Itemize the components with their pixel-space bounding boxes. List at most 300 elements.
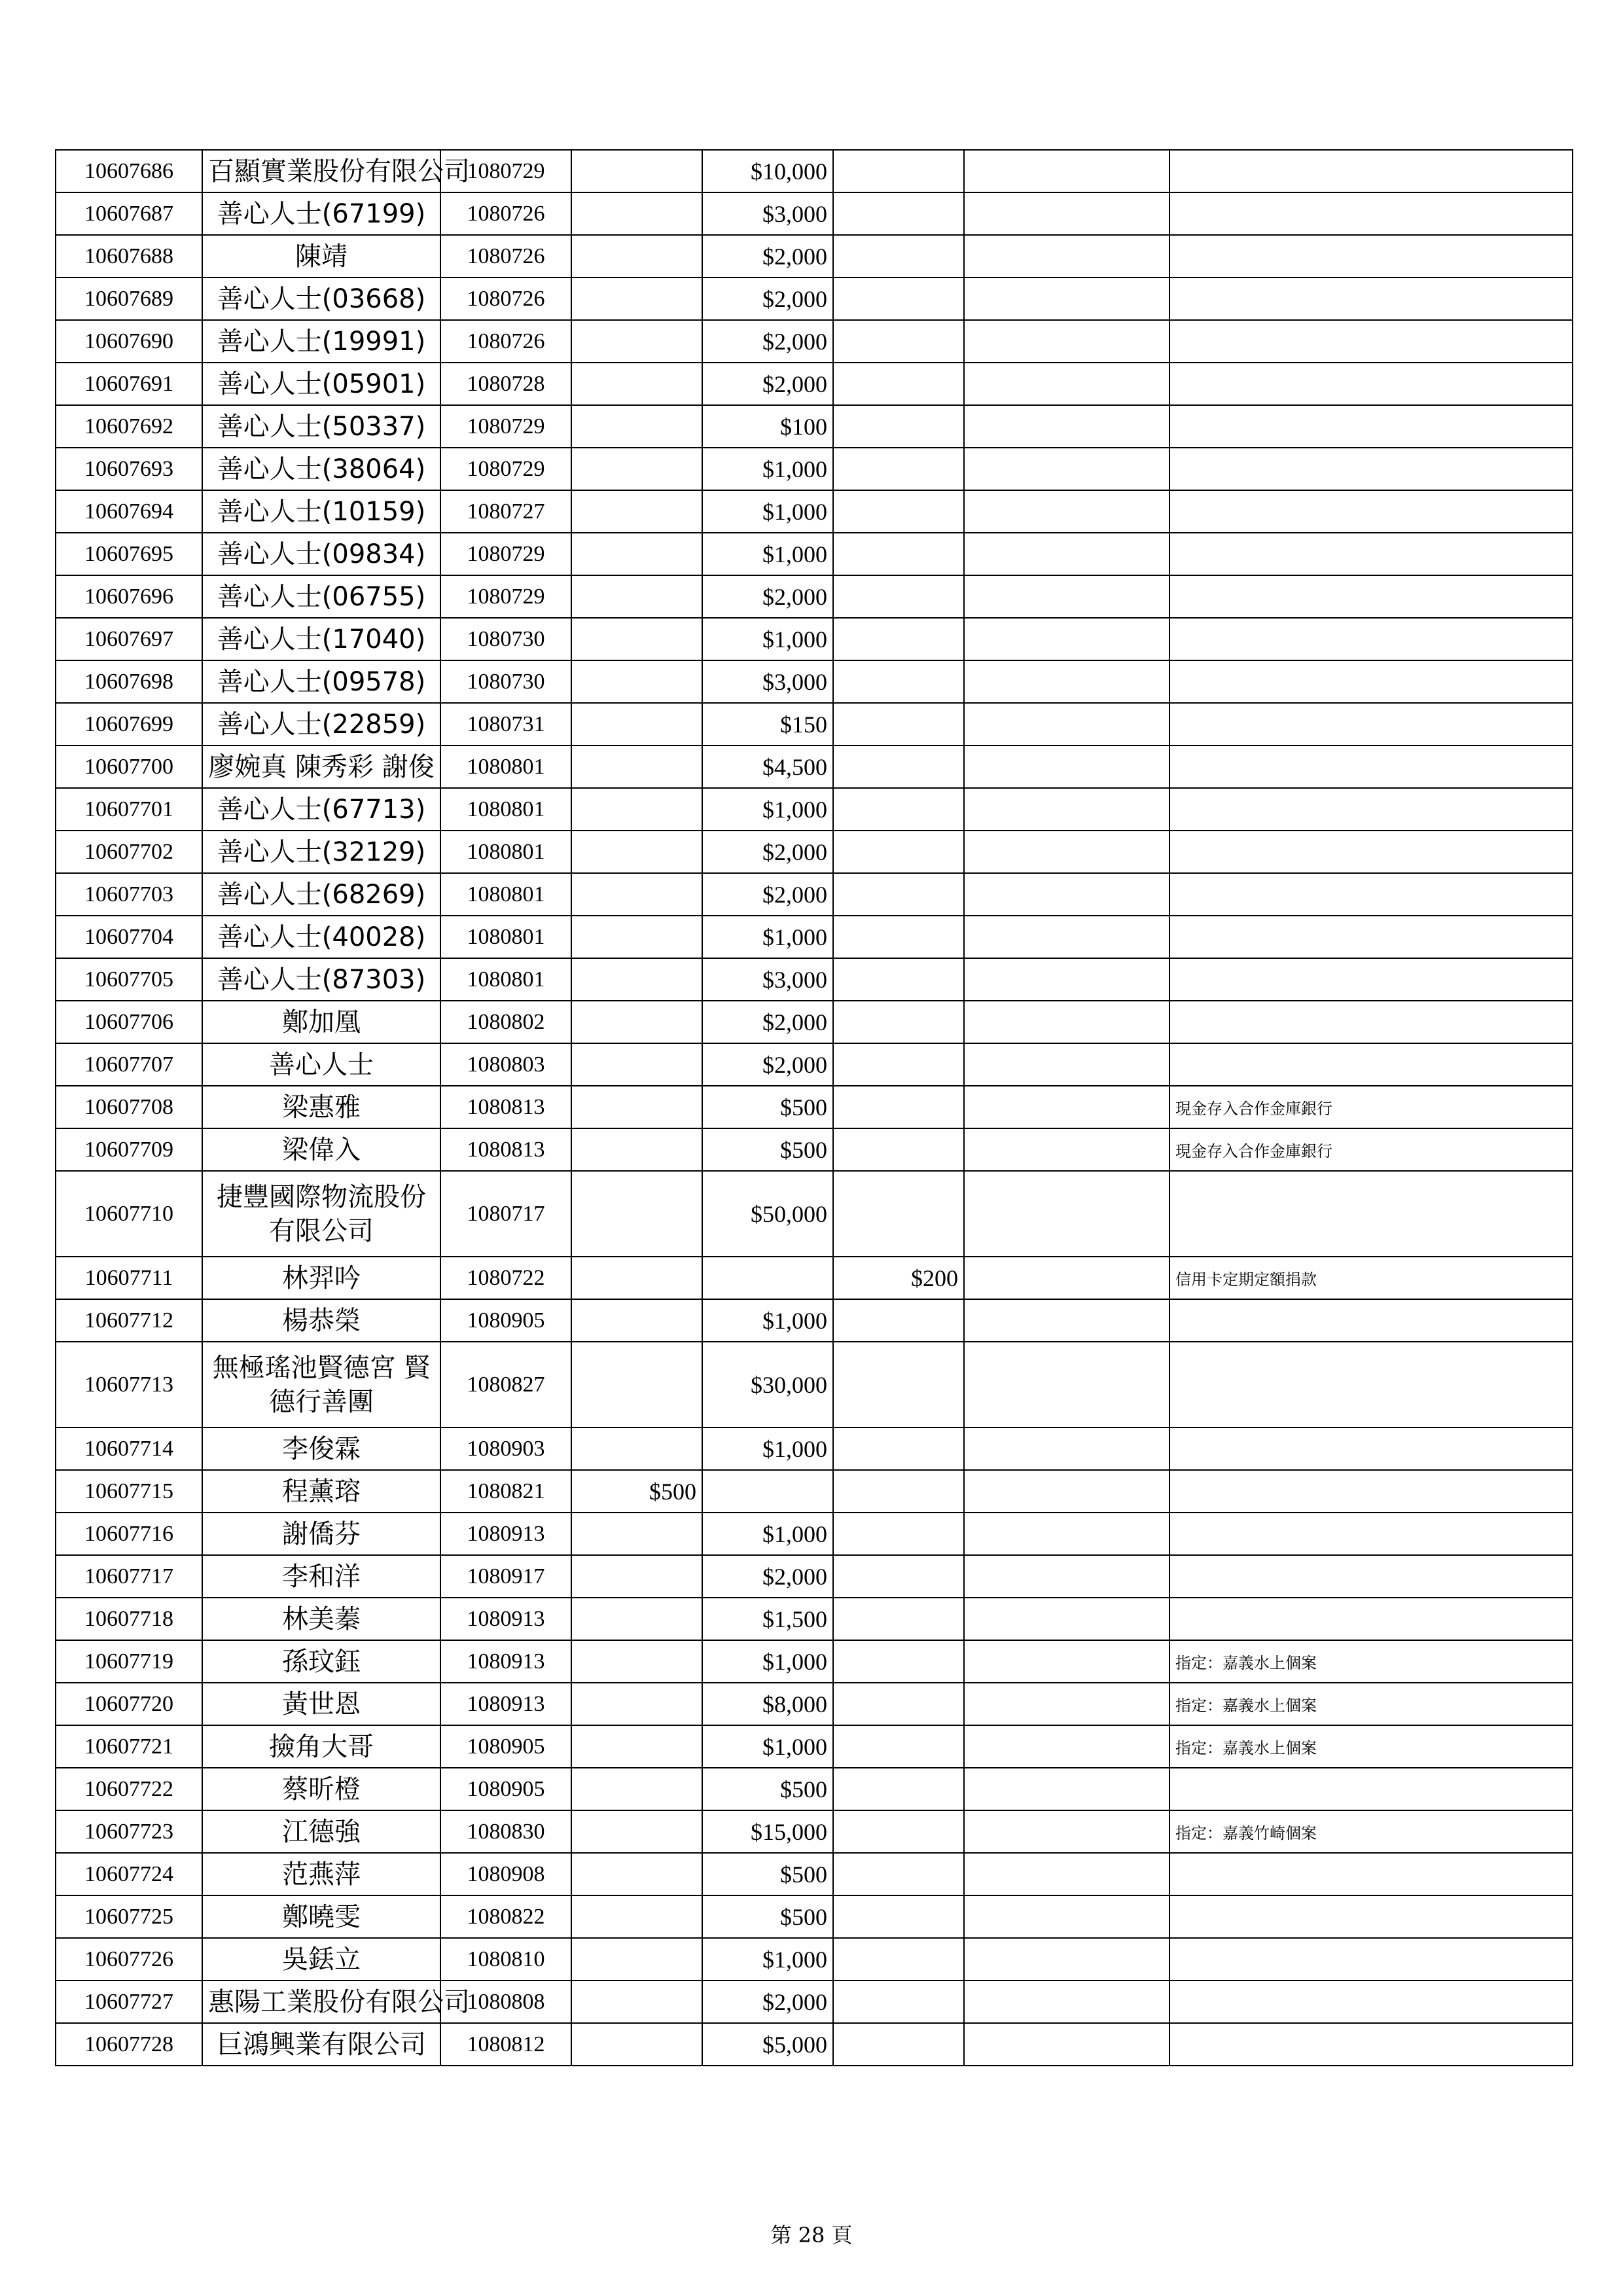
table-row [56,958,1573,1001]
amount-col4-cell [964,150,1169,192]
donor-name-cell: 善心人士(03668) [202,278,440,320]
donation-id-cell: 10607689 [56,278,202,320]
table-row [56,1171,1573,1257]
donation-id-cell: 10607698 [56,660,202,703]
amount-col2-cell: $5,000 [702,2023,833,2066]
amount-col1-cell [571,363,702,405]
donation-date-cell: 1080827 [440,1342,571,1427]
donation-id-cell: 10607691 [56,363,202,405]
donation-id-cell: 10607696 [56,575,202,618]
table-row [56,660,1573,703]
table-body [56,150,1573,2066]
amount-col1-cell [571,1427,702,1470]
remark-cell [1169,1895,1573,1938]
donation-date-cell: 1080726 [440,235,571,278]
donation-date-cell: 1080913 [440,1513,571,1555]
donation-id-cell: 10607708 [56,1086,202,1128]
amount-col3-cell [833,1683,964,1725]
donation-id-cell: 10607711 [56,1257,202,1299]
donation-date-cell: 1080729 [440,150,571,192]
amount-col3-cell [833,1810,964,1853]
amount-col3-cell [833,1470,964,1513]
amount-col2-cell: $2,000 [702,1981,833,2023]
donation-date-cell: 1080913 [440,1640,571,1683]
donor-name-cell: 善心人士(06755) [202,575,440,618]
remark-cell [1169,192,1573,235]
donation-id-cell: 10607693 [56,448,202,490]
amount-col4-cell [964,1128,1169,1171]
amount-col2-cell: $2,000 [702,831,833,873]
amount-col4-cell [964,1342,1169,1427]
amount-col2-cell: $3,000 [702,958,833,1001]
table-row [56,1001,1573,1043]
remark-cell [1169,1938,1573,1981]
amount-col2-cell: $500 [702,1895,833,1938]
table-row [56,1128,1573,1171]
donation-date-cell: 1080729 [440,533,571,575]
amount-col4-cell [964,831,1169,873]
amount-col1-cell [571,490,702,533]
amount-col1-cell [571,958,702,1001]
amount-col1-cell [571,405,702,448]
amount-col2-cell: $2,000 [702,363,833,405]
donation-date-cell: 1080801 [440,958,571,1001]
amount-col2-cell: $2,000 [702,1555,833,1598]
amount-col1-cell [571,1555,702,1598]
amount-col2-cell: $15,000 [702,1810,833,1853]
donation-date-cell: 1080905 [440,1299,571,1342]
remark-cell [1169,1768,1573,1810]
remark-cell [1169,533,1573,575]
donation-date-cell: 1080728 [440,363,571,405]
donation-date-cell: 1080726 [440,192,571,235]
donation-date-cell: 1080810 [440,1938,571,1981]
donor-name-cell: 程薰瑢 [202,1470,440,1513]
donor-name-cell: 梁偉入 [202,1128,440,1171]
amount-col4-cell [964,1895,1169,1938]
donation-id-cell: 10607714 [56,1427,202,1470]
remark-cell [1169,575,1573,618]
amount-col3-cell [833,1938,964,1981]
table-row [56,235,1573,278]
table-row [56,405,1573,448]
donation-id-cell: 10607727 [56,1981,202,2023]
remark-cell: 指定：嘉義竹崎個案 [1169,1810,1573,1853]
page-number: 第 28 頁 [770,2223,853,2248]
donation-date-cell: 1080913 [440,1598,571,1640]
donation-date-cell: 1080808 [440,1981,571,2023]
remark-cell [1169,1427,1573,1470]
table-row [56,1470,1573,1513]
amount-col4-cell [964,1981,1169,2023]
donor-name-cell: 李和洋 [202,1555,440,1598]
amount-col3-cell [833,1043,964,1086]
amount-col2-cell: $1,000 [702,1299,833,1342]
donation-id-cell: 10607717 [56,1555,202,1598]
remark-cell [1169,831,1573,873]
amount-col1-cell [571,1128,702,1171]
donation-id-cell: 10607724 [56,1853,202,1895]
amount-col2-cell: $30,000 [702,1342,833,1427]
amount-col3-cell [833,831,964,873]
amount-col1-cell [571,1257,702,1299]
table-row [56,575,1573,618]
table-row [56,1981,1573,2023]
donation-date-cell: 1080905 [440,1725,571,1768]
donor-name-cell: 善心人士(22859) [202,703,440,745]
amount-col4-cell [964,1598,1169,1640]
table-row [56,1043,1573,1086]
amount-col3-cell [833,1640,964,1683]
donor-name-cell: 善心人士(32129) [202,831,440,873]
donor-name-cell: 善心人士(10159) [202,490,440,533]
remark-cell [1169,1001,1573,1043]
donation-id-cell: 10607703 [56,873,202,916]
amount-col3-cell [833,1001,964,1043]
table-row [56,916,1573,958]
remark-cell [1169,490,1573,533]
amount-col2-cell: $1,000 [702,490,833,533]
donation-date-cell: 1080729 [440,448,571,490]
amount-col2-cell: $1,000 [702,618,833,660]
amount-col3-cell [833,363,964,405]
donation-date-cell: 1080729 [440,575,571,618]
amount-col4-cell [964,1853,1169,1895]
amount-col1-cell [571,1810,702,1853]
amount-col4-cell [964,1768,1169,1810]
donation-id-cell: 10607713 [56,1342,202,1427]
table-row [56,703,1573,745]
remark-cell [1169,1342,1573,1427]
amount-col1-cell [571,278,702,320]
donor-name-cell: 惠陽工業股份有限公司 [202,1981,440,2023]
donation-id-cell: 10607694 [56,490,202,533]
amount-col1-cell [571,1683,702,1725]
donor-name-cell: 吳銩立 [202,1938,440,1981]
amount-col2-cell: $150 [702,703,833,745]
amount-col3-cell [833,2023,964,2066]
donor-name-cell: 廖婉真 陳秀彩 謝俊 [202,745,440,788]
amount-col2-cell: $4,500 [702,745,833,788]
table-row [56,1683,1573,1725]
table-row [56,1598,1573,1640]
amount-col3-cell [833,150,964,192]
remark-cell [1169,150,1573,192]
remark-cell [1169,235,1573,278]
amount-col1-cell [571,1299,702,1342]
amount-col4-cell [964,618,1169,660]
amount-col3-cell [833,916,964,958]
donation-date-cell: 1080903 [440,1427,571,1470]
amount-col1-cell [571,788,702,831]
amount-col3-cell [833,1513,964,1555]
remark-cell: 指定：嘉義水上個案 [1169,1683,1573,1725]
amount-col2-cell: $2,000 [702,873,833,916]
amount-col4-cell [964,1470,1169,1513]
amount-col3-cell [833,660,964,703]
amount-col2-cell: $2,000 [702,320,833,363]
donation-id-cell: 10607701 [56,788,202,831]
table-row [56,448,1573,490]
table-row [56,192,1573,235]
amount-col2-cell: $1,000 [702,533,833,575]
table-row [56,618,1573,660]
amount-col4-cell [964,1086,1169,1128]
table-row [56,533,1573,575]
amount-col3-cell [833,533,964,575]
donation-id-cell: 10607700 [56,745,202,788]
donation-date-cell: 1080813 [440,1086,571,1128]
amount-col1-cell [571,1853,702,1895]
table-row [56,1555,1573,1598]
remark-cell: 現金存入合作金庫銀行 [1169,1128,1573,1171]
donor-name-cell: 陳靖 [202,235,440,278]
amount-col1-cell: $500 [571,1470,702,1513]
amount-col3-cell [833,448,964,490]
amount-col4-cell [964,235,1169,278]
donation-id-cell: 10607716 [56,1513,202,1555]
amount-col2-cell: $1,000 [702,916,833,958]
amount-col2-cell: $3,000 [702,660,833,703]
amount-col1-cell [571,533,702,575]
remark-cell [1169,363,1573,405]
amount-col1-cell [571,703,702,745]
remark-cell [1169,278,1573,320]
amount-col1-cell [571,831,702,873]
remark-cell [1169,1555,1573,1598]
amount-col2-cell: $2,000 [702,575,833,618]
amount-col4-cell [964,660,1169,703]
amount-col3-cell [833,1171,964,1257]
donation-date-cell: 1080913 [440,1683,571,1725]
remark-cell: 指定：嘉義水上個案 [1169,1725,1573,1768]
amount-col4-cell [964,278,1169,320]
donor-name-cell: 梁惠雅 [202,1086,440,1128]
remark-cell [1169,448,1573,490]
donation-date-cell: 1080821 [440,1470,571,1513]
donor-name-cell: 林羿吟 [202,1257,440,1299]
donation-date-cell: 1080801 [440,831,571,873]
donation-date-cell: 1080801 [440,916,571,958]
amount-col4-cell [964,1725,1169,1768]
amount-col3-cell [833,703,964,745]
donor-name-cell: 孫玟鈺 [202,1640,440,1683]
amount-col4-cell [964,1427,1169,1470]
amount-col1-cell [571,575,702,618]
amount-col2-cell [702,1470,833,1513]
amount-col4-cell [964,916,1169,958]
amount-col1-cell [571,2023,702,2066]
remark-cell [1169,1299,1573,1342]
remark-cell [1169,916,1573,958]
table-row [56,320,1573,363]
donor-name-cell: 捷豐國際物流股份有限公司 [202,1171,440,1257]
table-row [56,1299,1573,1342]
donation-id-cell: 10607687 [56,192,202,235]
donation-date-cell: 1080801 [440,873,571,916]
donation-date-cell: 1080726 [440,278,571,320]
amount-col1-cell [571,1171,702,1257]
donor-name-cell: 善心人士(67713) [202,788,440,831]
table-row [56,1640,1573,1683]
donation-date-cell: 1080727 [440,490,571,533]
donor-name-cell: 撿角大哥 [202,1725,440,1768]
amount-col2-cell: $500 [702,1086,833,1128]
amount-col3-cell [833,745,964,788]
amount-col1-cell [571,916,702,958]
donor-name-cell: 善心人士(38064) [202,448,440,490]
donor-name-cell: 江德強 [202,1810,440,1853]
amount-col2-cell: $2,000 [702,1043,833,1086]
donor-name-cell: 善心人士(09578) [202,660,440,703]
donation-date-cell: 1080801 [440,788,571,831]
donation-id-cell: 10607720 [56,1683,202,1725]
table-row [56,1810,1573,1853]
amount-col3-cell [833,1768,964,1810]
amount-col1-cell [571,1086,702,1128]
remark-cell [1169,1598,1573,1640]
amount-col3-cell [833,1981,964,2023]
donation-id-cell: 10607692 [56,405,202,448]
remark-cell [1169,1171,1573,1257]
donation-id-cell: 10607697 [56,618,202,660]
amount-col1-cell [571,1513,702,1555]
amount-col3-cell [833,958,964,1001]
amount-col1-cell [571,1981,702,2023]
remark-cell [1169,873,1573,916]
amount-col2-cell: $10,000 [702,150,833,192]
donation-id-cell: 10607688 [56,235,202,278]
donation-id-cell: 10607722 [56,1768,202,1810]
amount-col3-cell [833,618,964,660]
amount-col2-cell: $500 [702,1853,833,1895]
amount-col3-cell [833,1895,964,1938]
donation-id-cell: 10607702 [56,831,202,873]
donation-id-cell: 10607726 [56,1938,202,1981]
table-row [56,2023,1573,2066]
amount-col3-cell [833,788,964,831]
donation-date-cell: 1080813 [440,1128,571,1171]
donation-date-cell: 1080822 [440,1895,571,1938]
amount-col4-cell [964,1640,1169,1683]
amount-col4-cell [964,363,1169,405]
amount-col2-cell: $1,000 [702,1427,833,1470]
donation-id-cell: 10607695 [56,533,202,575]
donation-date-cell: 1080830 [440,1810,571,1853]
table-row [56,745,1573,788]
amount-col2-cell [702,1257,833,1299]
table-row [56,1938,1573,1981]
amount-col2-cell: $500 [702,1768,833,1810]
remark-cell: 指定：嘉義水上個案 [1169,1640,1573,1683]
amount-col1-cell [571,1895,702,1938]
amount-col4-cell [964,405,1169,448]
amount-col1-cell [571,1640,702,1683]
amount-col3-cell [833,490,964,533]
amount-col1-cell [571,1342,702,1427]
amount-col2-cell: $1,000 [702,1938,833,1981]
donor-name-cell: 蔡昕橙 [202,1768,440,1810]
amount-col1-cell [571,448,702,490]
donation-id-cell: 10607706 [56,1001,202,1043]
table-row [56,1257,1573,1299]
donation-date-cell: 1080802 [440,1001,571,1043]
donor-name-cell: 善心人士(40028) [202,916,440,958]
amount-col4-cell [964,788,1169,831]
remark-cell [1169,1043,1573,1086]
donation-id-cell: 10607721 [56,1725,202,1768]
table-row [56,788,1573,831]
donation-date-cell: 1080917 [440,1555,571,1598]
table-row [56,831,1573,873]
amount-col4-cell [964,1555,1169,1598]
amount-col2-cell: $2,000 [702,235,833,278]
amount-col1-cell [571,873,702,916]
amount-col3-cell [833,235,964,278]
amount-col3-cell [833,1853,964,1895]
donor-name-cell: 李俊霖 [202,1427,440,1470]
amount-col1-cell [571,192,702,235]
amount-col3-cell [833,1598,964,1640]
amount-col1-cell [571,235,702,278]
table-row [56,1895,1573,1938]
amount-col1-cell [571,1768,702,1810]
amount-col4-cell [964,873,1169,916]
donation-date-cell: 1080812 [440,2023,571,2066]
donation-id-cell: 10607728 [56,2023,202,2066]
amount-col1-cell [571,1043,702,1086]
amount-col4-cell [964,575,1169,618]
amount-col2-cell: $1,000 [702,448,833,490]
amount-col3-cell [833,1427,964,1470]
donor-name-cell: 善心人士(17040) [202,618,440,660]
donor-name-cell: 黃世恩 [202,1683,440,1725]
donation-id-cell: 10607686 [56,150,202,192]
amount-col3-cell [833,1128,964,1171]
amount-col1-cell [571,1938,702,1981]
amount-col3-cell [833,1299,964,1342]
remark-cell [1169,320,1573,363]
remark-cell [1169,2023,1573,2066]
remark-cell [1169,1981,1573,2023]
table-row [56,1853,1573,1895]
amount-col2-cell: $50,000 [702,1171,833,1257]
donation-date-cell: 1080729 [440,405,571,448]
amount-col4-cell [964,320,1169,363]
donor-name-cell: 善心人士(50337) [202,405,440,448]
donation-table [55,149,1573,2066]
amount-col4-cell [964,448,1169,490]
amount-col1-cell [571,745,702,788]
amount-col4-cell [964,533,1169,575]
amount-col4-cell [964,745,1169,788]
donation-date-cell: 1080722 [440,1257,571,1299]
donor-name-cell: 謝僑芬 [202,1513,440,1555]
table-row [56,278,1573,320]
amount-col2-cell: $1,000 [702,1640,833,1683]
donor-name-cell: 善心人士(67199) [202,192,440,235]
remark-cell [1169,1853,1573,1895]
remark-cell [1169,660,1573,703]
donor-name-cell: 善心人士(05901) [202,363,440,405]
donor-name-cell: 善心人士(19991) [202,320,440,363]
amount-col4-cell [964,1513,1169,1555]
remark-cell: 信用卡定期定額捐款 [1169,1257,1573,1299]
donation-id-cell: 10607690 [56,320,202,363]
amount-col4-cell [964,1683,1169,1725]
amount-col4-cell [964,958,1169,1001]
table-row [56,363,1573,405]
